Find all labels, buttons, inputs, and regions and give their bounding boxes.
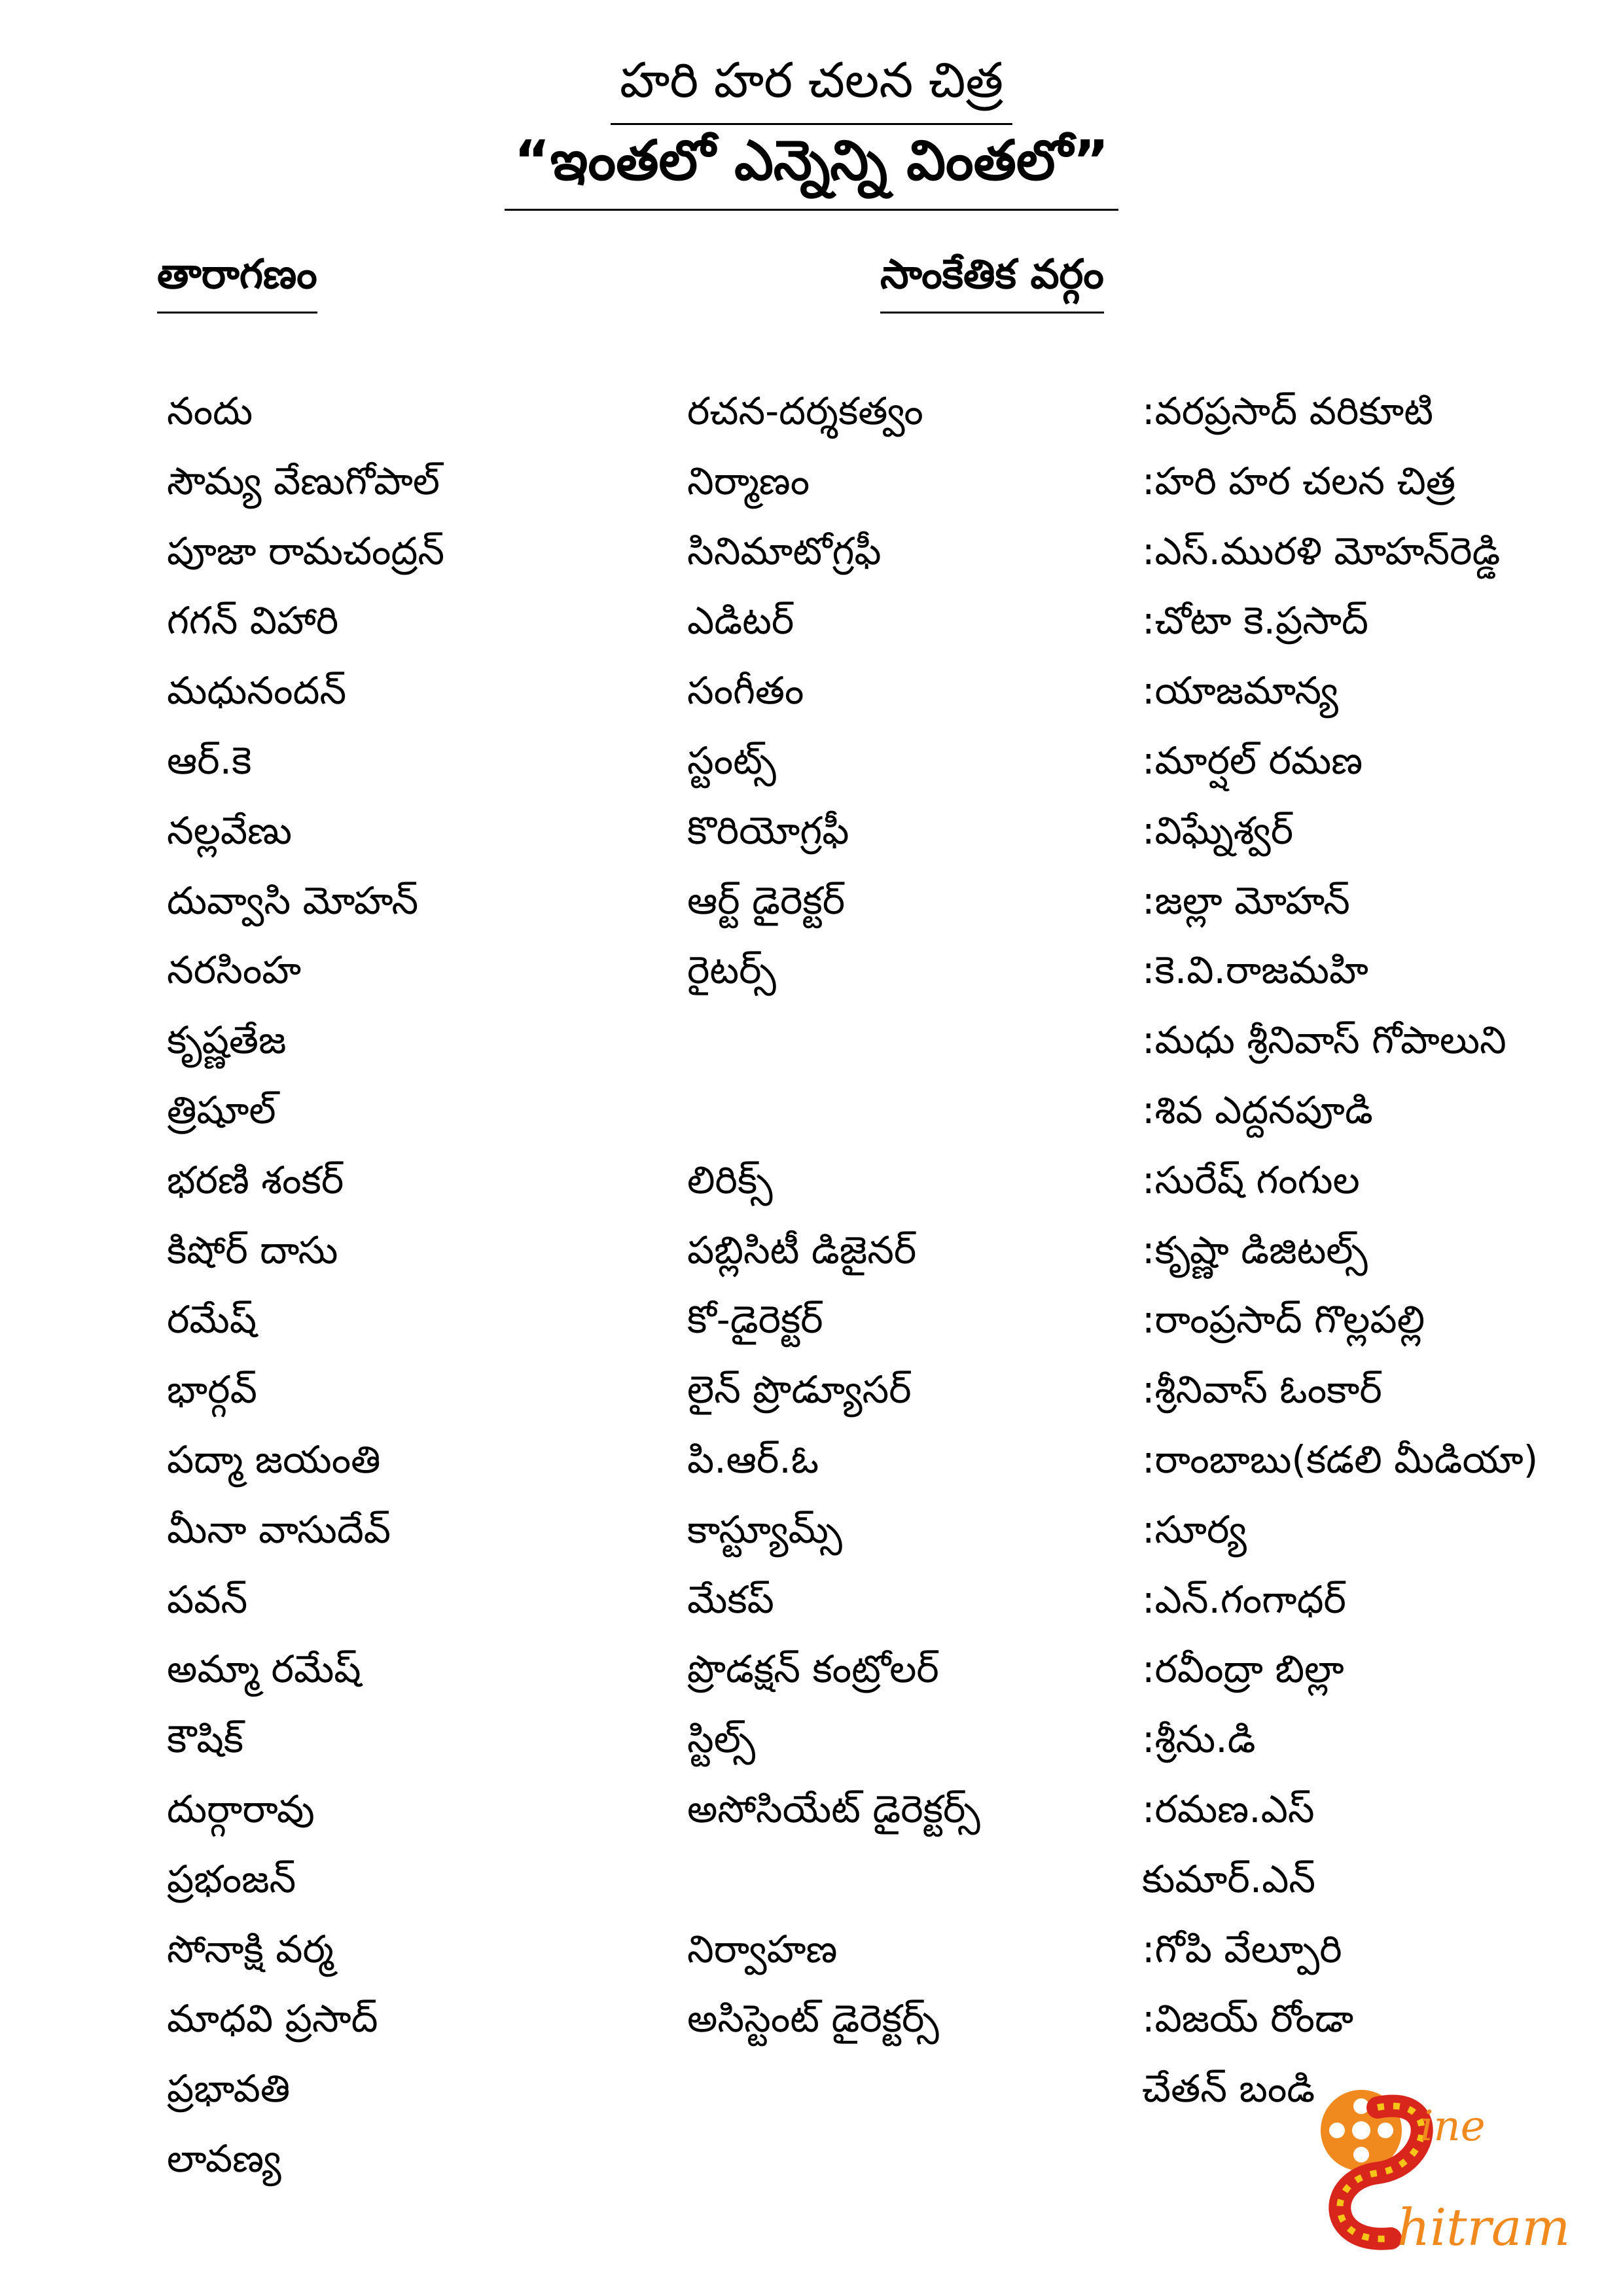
cast-member: సోనాక్షి వర్మ [167, 1926, 334, 1971]
crew-role [687, 1075, 980, 1145]
banner-title [0, 52, 1623, 125]
crew-name: :హరి హర చలన చిత్ర [1142, 458, 1455, 503]
crew-role [687, 1005, 980, 1075]
crew-role [687, 1844, 980, 1914]
crew-role: పి.ఆర్.ఓ [687, 1437, 819, 1482]
crew-names-list [1142, 376, 1538, 2124]
crew-role: ప్రొడక్షన్ కంట్రోలర్ [687, 1647, 939, 1692]
cast-member: ఆర్.కె [167, 738, 252, 783]
cast-member: పూజా రామచంద్రన్ [167, 528, 445, 573]
crew-name: :రమణ.ఎస్ [1142, 1786, 1315, 1831]
crew-role: కో-డైరెక్టర్ [687, 1297, 823, 1342]
cast-member: మాధవి ప్రసాద్ [167, 1996, 378, 2041]
crew-name: :సురేష్ గంగుల [1142, 1157, 1360, 1202]
film-title-text: “ఇంతలో ఎన్నెన్ని వింతలో” [505, 128, 1118, 211]
cast-member: నందు [167, 389, 253, 433]
crew-name: :శివ ఎద్దనపూడి [1142, 1087, 1373, 1132]
crew-role: స్టిల్స్ [687, 1717, 756, 1762]
crew-name: :చోటా కె.ప్రసాద్ [1142, 598, 1368, 643]
cast-member: మధునందన్ [167, 668, 347, 713]
crew-role: కొరియోగ్రఫీ [687, 808, 849, 853]
cast-member: భరణి శంకర్ [167, 1157, 344, 1202]
crew-role: కాస్ట్యూమ్స్ [687, 1507, 842, 1552]
crew-name: చేతన్ బండి [1142, 2066, 1315, 2111]
crew-role: లైన్ ప్రొడ్యూసర్ [687, 1367, 912, 1412]
crew-role: పబ్లిసిటీ డిజైనర్ [687, 1227, 917, 1272]
crew-name: కుమార్.ఎన్ [1142, 1856, 1316, 1901]
crew-name: :సూర్య [1142, 1507, 1247, 1552]
cast-member: నరసింహ [167, 948, 302, 993]
crew-role: స్టంట్స్ [687, 738, 776, 783]
crew-name: :వరప్రసాద్ వరికూటి [1142, 389, 1434, 433]
crew-role: అసోసియేట్ డైరెక్టర్స్ [687, 1786, 980, 1831]
crew-role [687, 2054, 980, 2124]
crew-name: :ఎస్.మురళి మోహన్‌రెడ్డి [1142, 528, 1501, 573]
cast-heading: తారాగణం [157, 250, 317, 314]
crew-name: :మధు శ్రీనివాస్ గోపాలుని [1142, 1018, 1507, 1063]
cast-member: నల్లవేణు [167, 808, 293, 853]
svg-text:hitram: hitram [1397, 2198, 1571, 2257]
cast-member: త్రిషూల్ [167, 1087, 276, 1132]
crew-role: నిర్వాహణ [687, 1926, 838, 1971]
cinechitram-logo [1299, 2068, 1600, 2278]
crew-role: అసిస్టెంట్ డైరెక్టర్స్ [687, 1996, 939, 2041]
crew-role: సినిమాటోగ్రఫీ [687, 528, 882, 573]
cast-member: ప్రభంజన్ [167, 1856, 296, 1901]
cast-member: సౌమ్య వేణుగోపాల్ [167, 458, 440, 503]
crew-heading: సాంకేతిక వర్గం [880, 250, 1104, 314]
crew-name: :యాజమాన్య [1142, 668, 1338, 713]
cast-member: భార్గవ్ [167, 1367, 257, 1412]
crew-role: ఎడిటర్ [687, 598, 794, 643]
crew-name: :కృష్ణా డిజిటల్స్ [1142, 1227, 1368, 1272]
crew-name: :జల్లా మోహన్ [1142, 878, 1350, 923]
crew-name: :ఎన్.గంగాధర్ [1142, 1577, 1346, 1622]
crew-name: :విఘ్నేశ్వర్ [1142, 808, 1294, 853]
cast-member: దుర్గారావు [167, 1786, 315, 1831]
banner-text: హరి హర చలన చిత్ర [611, 52, 1012, 125]
crew-role: మేకప్ [687, 1577, 774, 1622]
crew-roles-list [687, 376, 980, 2124]
crew-name: :విజయ్ రోండా [1142, 1996, 1354, 2041]
cast-member: గగన్ విహారి [167, 598, 339, 643]
crew-role: రైటర్స్ [687, 948, 776, 993]
crew-name: :రాంప్రసాద్ గొల్లపల్లి [1142, 1297, 1425, 1342]
crew-name: :శ్రీను.డి [1142, 1717, 1256, 1762]
cast-member: కృష్ణతేజ [167, 1018, 287, 1063]
cast-member: పవన్ [167, 1577, 248, 1622]
svg-text:ine: ine [1420, 2102, 1486, 2151]
crew-name: :శ్రీనివాస్ ఓంకార్ [1142, 1367, 1382, 1412]
film-title [0, 128, 1623, 211]
crew-name: :రవీంద్రా బిల్లా [1142, 1647, 1344, 1692]
crew-role: ఆర్ట్ డైరెక్టర్ [687, 878, 846, 923]
crew-role: నిర్మాణం [687, 458, 810, 503]
cast-member: కిషోర్ దాసు [167, 1227, 338, 1272]
crew-role: సంగీతం [687, 668, 804, 713]
cast-member: లావణ్య [167, 2136, 281, 2181]
crew-role: లిరిక్స్ [687, 1157, 773, 1202]
cast-list [167, 376, 444, 2194]
crew-role: రచన-దర్శకత్వం [687, 389, 923, 433]
cast-member: పద్మా జయంతి [167, 1437, 381, 1482]
crew-name: :మార్షల్ రమణ [1142, 738, 1363, 783]
cast-member: అమ్మా రమేష్ [167, 1647, 361, 1692]
cast-member: రమేష్ [167, 1297, 257, 1342]
cast-member: ప్రభావతి [167, 2066, 291, 2111]
crew-name: :రాంబాబు(కడలి మీడియా) [1142, 1437, 1539, 1482]
cast-member: మీనా వాసుదేవ్ [167, 1507, 391, 1552]
cast-member: కౌషిక్ [167, 1717, 243, 1762]
crew-name: :కె.వి.రాజమహి [1142, 948, 1368, 993]
crew-name: :గోపి వేల్పూరి [1142, 1926, 1342, 1971]
cast-member: దువ్వాసి మోహన్ [167, 878, 419, 923]
